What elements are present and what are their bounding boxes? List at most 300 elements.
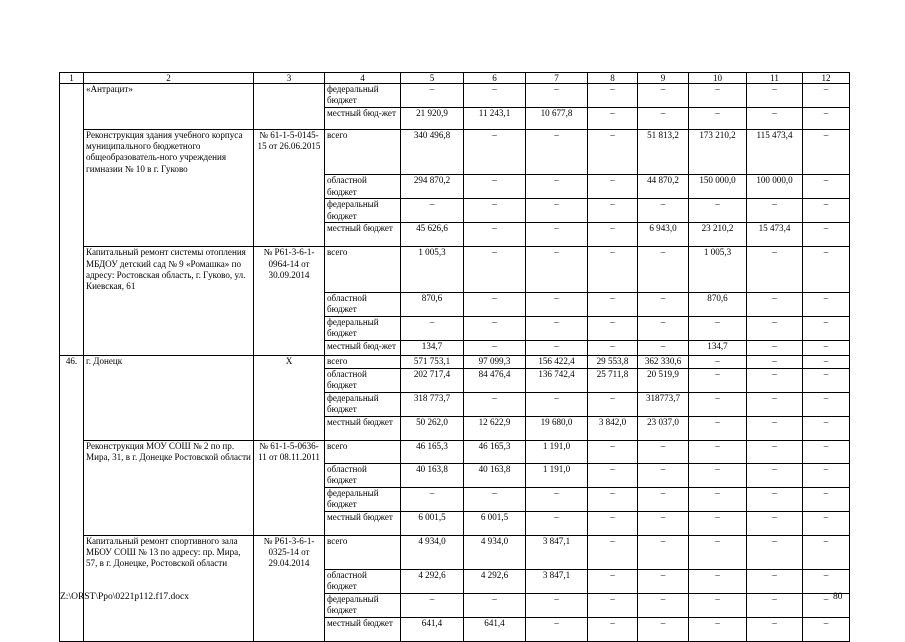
value-cell: – — [689, 440, 747, 463]
value-cell: – — [638, 535, 689, 569]
header-cell: 10 — [689, 73, 747, 84]
row-number — [60, 535, 84, 569]
budget-type: областной бюджет — [325, 569, 401, 593]
value-cell: 870,6 — [689, 292, 747, 316]
value-cell: 44 870,2 — [638, 175, 689, 199]
budget-type: всего — [325, 535, 401, 569]
value-cell: 6 001,5 — [464, 511, 526, 535]
value-cell: 156 422,4 — [526, 355, 588, 368]
value-cell: 25 711,8 — [588, 368, 638, 392]
value-cell: – — [747, 463, 803, 487]
budget-type: всего — [325, 440, 401, 463]
header-cell: 4 — [325, 73, 401, 84]
table-row — [60, 316, 850, 340]
row-number — [60, 223, 84, 247]
value-cell: – — [803, 569, 850, 593]
header-row — [60, 73, 850, 84]
value-cell: – — [526, 617, 588, 641]
value-cell: – — [803, 130, 850, 175]
value-cell: 40 163,8 — [401, 463, 464, 487]
value-cell: 294 870,2 — [401, 175, 464, 199]
table-row — [60, 416, 850, 440]
value-cell: – — [401, 199, 464, 223]
value-cell: – — [638, 593, 689, 617]
row-number — [60, 569, 84, 593]
value-cell: 641,4 — [464, 617, 526, 641]
value-cell: – — [588, 392, 638, 416]
value-cell: – — [803, 175, 850, 199]
file-path: Z:\ORST\Ppo\0221p112.f17.docx — [60, 592, 189, 602]
value-cell: 1 005,3 — [689, 247, 747, 292]
value-cell: – — [526, 392, 588, 416]
table-row — [60, 130, 850, 175]
value-cell: – — [526, 511, 588, 535]
document-ref — [254, 292, 325, 316]
value-cell: – — [588, 487, 638, 511]
value-cell: – — [747, 617, 803, 641]
value-cell: 50 262,0 — [401, 416, 464, 440]
value-cell: 1 191,0 — [526, 440, 588, 463]
table-row — [60, 199, 850, 223]
value-cell: – — [747, 108, 803, 130]
header-cell: 5 — [401, 73, 464, 84]
value-cell: – — [803, 292, 850, 316]
value-cell: – — [638, 569, 689, 593]
row-number — [60, 316, 84, 340]
value-cell: – — [526, 487, 588, 511]
object-name — [84, 569, 254, 593]
value-cell: – — [464, 247, 526, 292]
row-number — [60, 463, 84, 487]
row-number — [60, 175, 84, 199]
object-name: «Антрацит» — [84, 84, 254, 108]
value-cell: 46 165,3 — [464, 440, 526, 463]
value-cell: – — [588, 511, 638, 535]
object-name — [84, 316, 254, 340]
value-cell: – — [464, 292, 526, 316]
value-cell: 4 292,6 — [464, 569, 526, 593]
value-cell: – — [464, 593, 526, 617]
value-cell: 51 813,2 — [638, 130, 689, 175]
budget-type: всего — [325, 355, 401, 368]
value-cell: – — [689, 416, 747, 440]
value-cell: 45 626,6 — [401, 223, 464, 247]
budget-type: местный бюджет — [325, 223, 401, 247]
object-name — [84, 368, 254, 392]
value-cell: – — [464, 175, 526, 199]
value-cell: – — [747, 535, 803, 569]
value-cell: – — [747, 416, 803, 440]
document-ref — [254, 593, 325, 617]
budget-type: областной бюджет — [325, 175, 401, 199]
value-cell: – — [526, 223, 588, 247]
document-ref — [254, 392, 325, 416]
row-number — [60, 108, 84, 130]
value-cell: – — [638, 340, 689, 355]
table-body — [60, 73, 850, 642]
value-cell: – — [638, 84, 689, 108]
table-row — [60, 84, 850, 108]
object-name: Реконструкция МОУ СОШ № 2 по пр. Мира, 31, в г. Донецке Ростовской области — [84, 440, 254, 463]
value-cell: – — [747, 340, 803, 355]
document-ref: № Р61-3-6-1-0964-14 от 30.09.2014 — [254, 247, 325, 292]
document-ref — [254, 617, 325, 641]
object-name — [84, 416, 254, 440]
value-cell: – — [588, 593, 638, 617]
row-number — [60, 368, 84, 392]
document-ref — [254, 368, 325, 392]
value-cell: – — [588, 199, 638, 223]
document-ref — [254, 511, 325, 535]
object-name: г. Донецк — [84, 355, 254, 368]
value-cell: 6 001,5 — [401, 511, 464, 535]
value-cell: – — [803, 392, 850, 416]
table-row — [60, 175, 850, 199]
value-cell: – — [803, 84, 850, 108]
table-row — [60, 340, 850, 355]
budget-type: областной бюджет — [325, 292, 401, 316]
row-number — [60, 340, 84, 355]
value-cell: – — [638, 247, 689, 292]
row-number — [60, 292, 84, 316]
document-ref: № 61-1-5-0145-15 от 26.06.2015 — [254, 130, 325, 175]
object-name — [84, 175, 254, 199]
document-ref — [254, 223, 325, 247]
row-number — [60, 416, 84, 440]
value-cell: – — [747, 316, 803, 340]
value-cell: – — [689, 108, 747, 130]
object-name — [84, 108, 254, 130]
row-number — [60, 617, 84, 641]
value-cell: – — [401, 84, 464, 108]
budget-table — [59, 72, 850, 642]
header-cell: 9 — [638, 73, 689, 84]
value-cell: – — [638, 511, 689, 535]
value-cell: – — [747, 593, 803, 617]
value-cell: – — [689, 84, 747, 108]
budget-type: местный бюджет — [325, 617, 401, 641]
object-name: Реконструкция здания учебного корпуса муниципального бюджетного общеобразователь-ного учреждения гимназии № 10 в г. Гуково — [84, 130, 254, 175]
row-number — [60, 487, 84, 511]
value-cell: – — [526, 247, 588, 292]
value-cell: – — [464, 487, 526, 511]
budget-type: местный бюджет — [325, 416, 401, 440]
object-name — [84, 487, 254, 511]
table-row — [60, 368, 850, 392]
document-ref: № Р61-3-6-1-0325-14 от 29.04.2014 — [254, 535, 325, 569]
budget-type: местный бюджет — [325, 511, 401, 535]
header-cell: 11 — [747, 73, 803, 84]
value-cell: 150 000,0 — [689, 175, 747, 199]
table-row — [60, 617, 850, 641]
row-number — [60, 247, 84, 292]
value-cell: – — [689, 511, 747, 535]
object-name — [84, 463, 254, 487]
table-row — [60, 511, 850, 535]
value-cell: – — [747, 355, 803, 368]
value-cell: – — [526, 292, 588, 316]
value-cell: 115 473,4 — [747, 130, 803, 175]
object-name: Капитальный ремонт системы отопления МБДОУ детский сад № 9 «Ромашка» по адресу: Ростовская область, г. Гуково, ул. Киевская, 61 — [84, 247, 254, 292]
row-number: 46. — [60, 355, 84, 368]
object-name — [84, 199, 254, 223]
value-cell: – — [689, 593, 747, 617]
value-cell: – — [588, 108, 638, 130]
value-cell: 10 677,8 — [526, 108, 588, 130]
value-cell: – — [803, 223, 850, 247]
table-row — [60, 108, 850, 130]
object-name — [84, 223, 254, 247]
value-cell: 100 000,0 — [747, 175, 803, 199]
document-ref: Х — [254, 355, 325, 368]
object-name — [84, 340, 254, 355]
object-name — [84, 617, 254, 641]
document-ref — [254, 487, 325, 511]
value-cell: – — [689, 617, 747, 641]
table-row — [60, 247, 850, 292]
value-cell: – — [588, 569, 638, 593]
value-cell: 4 934,0 — [401, 535, 464, 569]
value-cell: – — [747, 84, 803, 108]
value-cell: 3 847,1 — [526, 569, 588, 593]
value-cell: – — [689, 355, 747, 368]
header-cell: 8 — [588, 73, 638, 84]
value-cell: 23 210,2 — [689, 223, 747, 247]
object-name — [84, 292, 254, 316]
row-number — [60, 199, 84, 223]
value-cell: 134,7 — [689, 340, 747, 355]
value-cell: – — [588, 247, 638, 292]
value-cell: 4 292,6 — [401, 569, 464, 593]
value-cell: 362 330,6 — [638, 355, 689, 368]
value-cell: 318773,7 — [638, 392, 689, 416]
value-cell: – — [588, 340, 638, 355]
budget-type: федеральный бюджет — [325, 593, 401, 617]
value-cell: – — [464, 199, 526, 223]
value-cell: 571 753,1 — [401, 355, 464, 368]
table-row — [60, 487, 850, 511]
table-row — [60, 440, 850, 463]
value-cell: – — [401, 316, 464, 340]
value-cell: 46 165,3 — [401, 440, 464, 463]
value-cell: – — [638, 487, 689, 511]
row-number — [60, 511, 84, 535]
value-cell: – — [803, 463, 850, 487]
object-name — [84, 511, 254, 535]
document-ref — [254, 463, 325, 487]
value-cell: – — [747, 440, 803, 463]
value-cell: – — [747, 199, 803, 223]
row-number — [60, 130, 84, 175]
budget-type: федеральный бюджет — [325, 199, 401, 223]
value-cell: – — [588, 84, 638, 108]
value-cell: – — [689, 487, 747, 511]
value-cell: – — [803, 617, 850, 641]
row-number — [60, 440, 84, 463]
value-cell: 641,4 — [401, 617, 464, 641]
page-number: 80 — [833, 592, 843, 602]
value-cell: – — [689, 316, 747, 340]
budget-type: всего — [325, 247, 401, 292]
value-cell: – — [588, 440, 638, 463]
value-cell: – — [803, 440, 850, 463]
value-cell: – — [638, 316, 689, 340]
budget-type: областной бюджет — [325, 368, 401, 392]
header-cell: 1 — [60, 73, 84, 84]
budget-type: федеральный бюджет — [325, 316, 401, 340]
value-cell: – — [689, 368, 747, 392]
value-cell: – — [747, 247, 803, 292]
table-row — [60, 569, 850, 593]
value-cell: 870,6 — [401, 292, 464, 316]
value-cell: – — [803, 368, 850, 392]
value-cell: – — [638, 617, 689, 641]
value-cell: – — [803, 487, 850, 511]
table-row — [60, 355, 850, 368]
value-cell: – — [638, 292, 689, 316]
value-cell: – — [526, 199, 588, 223]
document-ref — [254, 108, 325, 130]
budget-type: областной бюджет — [325, 463, 401, 487]
value-cell: 6 943,0 — [638, 223, 689, 247]
budget-type: местный бюд-жет — [325, 340, 401, 355]
object-name — [84, 392, 254, 416]
value-cell: 15 473,4 — [747, 223, 803, 247]
document-ref — [254, 316, 325, 340]
value-cell: – — [747, 511, 803, 535]
value-cell: – — [588, 463, 638, 487]
value-cell: 3 842,0 — [588, 416, 638, 440]
value-cell: – — [638, 108, 689, 130]
value-cell: 4 934,0 — [464, 535, 526, 569]
value-cell: – — [588, 535, 638, 569]
table-row — [60, 535, 850, 569]
value-cell: – — [747, 292, 803, 316]
budget-type: всего — [325, 130, 401, 175]
value-cell: – — [747, 487, 803, 511]
value-cell: – — [638, 463, 689, 487]
budget-type: федеральный бюджет — [325, 487, 401, 511]
value-cell: – — [803, 416, 850, 440]
document-ref — [254, 340, 325, 355]
value-cell: 202 717,4 — [401, 368, 464, 392]
value-cell: 318 773,7 — [401, 392, 464, 416]
document-ref — [254, 569, 325, 593]
value-cell: 136 742,4 — [526, 368, 588, 392]
value-cell: – — [803, 355, 850, 368]
value-cell: – — [803, 340, 850, 355]
value-cell: – — [689, 392, 747, 416]
value-cell: – — [588, 223, 638, 247]
table-row — [60, 292, 850, 316]
value-cell: 340 496,8 — [401, 130, 464, 175]
value-cell: – — [803, 316, 850, 340]
value-cell: – — [747, 392, 803, 416]
value-cell: – — [401, 593, 464, 617]
object-name: Капитальный ремонт спортивного зала МБОУ СОШ № 13 по адресу: пр. Мира, 57, в г. Донецке, Ростовской области — [84, 535, 254, 569]
value-cell: – — [464, 316, 526, 340]
value-cell: 21 920,9 — [401, 108, 464, 130]
value-cell: – — [526, 84, 588, 108]
row-number — [60, 84, 84, 108]
header-cell: 7 — [526, 73, 588, 84]
value-cell: – — [689, 569, 747, 593]
value-cell: – — [588, 316, 638, 340]
value-cell: – — [803, 593, 850, 617]
value-cell: – — [464, 130, 526, 175]
budget-type: федеральный бюджет — [325, 392, 401, 416]
value-cell: – — [803, 535, 850, 569]
value-cell: – — [588, 175, 638, 199]
value-cell: – — [588, 617, 638, 641]
value-cell: 1 005,3 — [401, 247, 464, 292]
value-cell: 40 163,8 — [464, 463, 526, 487]
value-cell: – — [526, 593, 588, 617]
header-cell: 6 — [464, 73, 526, 84]
value-cell: – — [588, 292, 638, 316]
value-cell: – — [588, 130, 638, 175]
value-cell: 134,7 — [401, 340, 464, 355]
document-ref — [254, 84, 325, 108]
value-cell: 20 519,9 — [638, 368, 689, 392]
value-cell: – — [689, 463, 747, 487]
value-cell: 29 553,8 — [588, 355, 638, 368]
value-cell: – — [464, 392, 526, 416]
document-ref — [254, 199, 325, 223]
value-cell: – — [803, 108, 850, 130]
value-cell: – — [747, 368, 803, 392]
header-cell: 2 — [84, 73, 254, 84]
table-row — [60, 223, 850, 247]
document-ref: № 61-1-5-0636-11 от 08.11.2011 — [254, 440, 325, 463]
budget-type: федеральный бюджет — [325, 84, 401, 108]
value-cell: – — [747, 569, 803, 593]
value-cell: 3 847,1 — [526, 535, 588, 569]
table-row — [60, 463, 850, 487]
value-cell: – — [638, 199, 689, 223]
value-cell: 97 099,3 — [464, 355, 526, 368]
header-cell: 3 — [254, 73, 325, 84]
value-cell: 84 476,4 — [464, 368, 526, 392]
document-ref — [254, 175, 325, 199]
row-number — [60, 392, 84, 416]
value-cell: 19 680,0 — [526, 416, 588, 440]
value-cell: 23 037,0 — [638, 416, 689, 440]
value-cell: – — [638, 440, 689, 463]
header-cell: 12 — [803, 73, 850, 84]
value-cell: – — [464, 84, 526, 108]
value-cell: – — [401, 487, 464, 511]
value-cell: 11 243,1 — [464, 108, 526, 130]
value-cell: – — [464, 340, 526, 355]
value-cell: – — [526, 316, 588, 340]
value-cell: – — [526, 130, 588, 175]
value-cell: – — [803, 511, 850, 535]
document-ref — [254, 416, 325, 440]
value-cell: 1 191,0 — [526, 463, 588, 487]
value-cell: – — [526, 175, 588, 199]
table-row — [60, 392, 850, 416]
value-cell: 173 210,2 — [689, 130, 747, 175]
value-cell: – — [526, 340, 588, 355]
value-cell: – — [689, 199, 747, 223]
value-cell: – — [803, 199, 850, 223]
budget-type: местный бюд-жет — [325, 108, 401, 130]
value-cell: – — [689, 535, 747, 569]
value-cell: 12 622,9 — [464, 416, 526, 440]
value-cell: – — [803, 247, 850, 292]
value-cell: – — [464, 223, 526, 247]
